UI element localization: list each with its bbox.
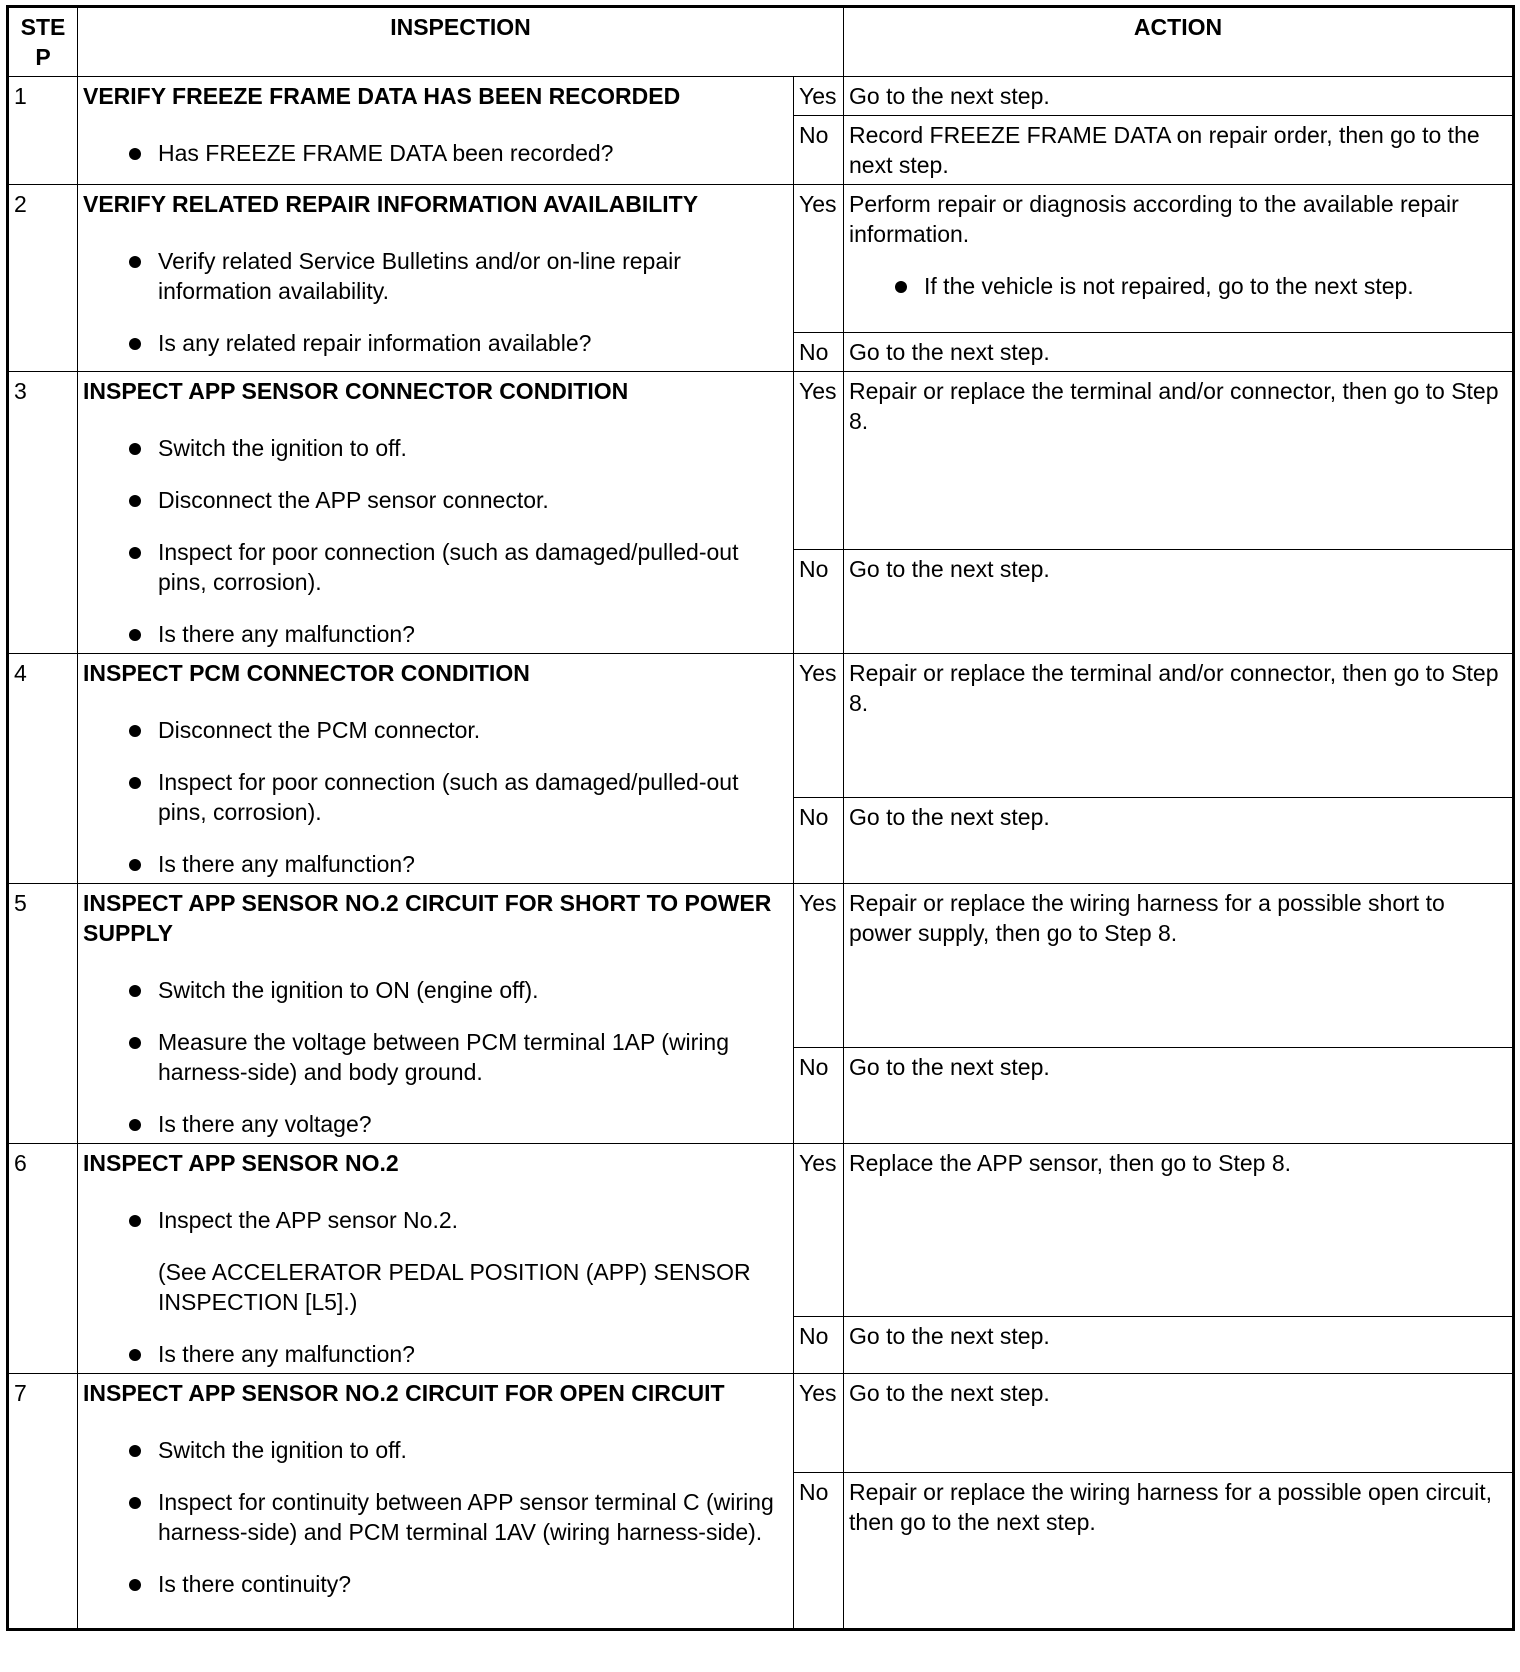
inspection-bullet: Is there any malfunction? — [83, 1339, 788, 1369]
diagnostic-table — [6, 5, 1515, 1631]
step-2-yes-row — [8, 185, 1514, 333]
step-title: INSPECT APP SENSOR CONNECTOR CONDITION — [83, 378, 629, 404]
step-inspection — [78, 654, 794, 884]
yes-label: Yes — [794, 884, 844, 1048]
inspection-bullet: Is there any voltage? — [83, 1109, 788, 1139]
yes-action: Repair or replace the terminal and/or connector, then go to Step 8. — [844, 654, 1514, 798]
step-4-yes-row — [8, 654, 1514, 798]
yes-action: Repair or replace the terminal and/or connector, then go to Step 8. — [844, 372, 1514, 550]
step-1-yes-row — [8, 77, 1514, 116]
step-inspection — [78, 884, 794, 1144]
no-action: Go to the next step. — [844, 550, 1514, 654]
yes-action-text: Perform repair or diagnosis according to the available repair information. — [849, 191, 1459, 247]
no-action: Go to the next step. — [844, 333, 1514, 372]
yes-action-bullet: If the vehicle is not repaired, go to the next step. — [849, 271, 1507, 301]
yes-label: Yes — [794, 372, 844, 550]
no-label: No — [794, 798, 844, 884]
inspection-bullet: Is any related repair information available? — [83, 328, 788, 358]
step-number: 7 — [8, 1374, 78, 1630]
step-7-yes-row — [8, 1374, 1514, 1473]
yes-action — [844, 185, 1514, 333]
no-action: Go to the next step. — [844, 798, 1514, 884]
yes-label: Yes — [794, 654, 844, 798]
step-5-yes-row — [8, 884, 1514, 1048]
yes-action: Replace the APP sensor, then go to Step 8. — [844, 1144, 1514, 1317]
step-title: VERIFY FREEZE FRAME DATA HAS BEEN RECORDED — [83, 83, 681, 109]
no-label: No — [794, 116, 844, 185]
step-number: 6 — [8, 1144, 78, 1374]
step-number: 1 — [8, 77, 78, 185]
step-title: INSPECT APP SENSOR NO.2 CIRCUIT FOR SHORT TO POWER SUPPLY — [83, 890, 772, 946]
yes-label: Yes — [794, 1144, 844, 1317]
step-number: 5 — [8, 884, 78, 1144]
yes-label: Yes — [794, 185, 844, 333]
step-title: INSPECT APP SENSOR NO.2 — [83, 1150, 399, 1176]
inspection-bullet: Is there continuity? — [83, 1569, 788, 1599]
no-label: No — [794, 550, 844, 654]
inspection-bullet: Disconnect the PCM connector. — [83, 715, 788, 745]
inspection-bullet: Is there any malfunction? — [83, 849, 788, 879]
step-3-yes-row — [8, 372, 1514, 550]
yes-label: Yes — [794, 77, 844, 116]
yes-label: Yes — [794, 1374, 844, 1473]
inspection-bullet: Switch the ignition to off. — [83, 433, 788, 463]
step-inspection — [78, 372, 794, 654]
header-inspection: INSPECTION — [78, 7, 844, 77]
step-title: INSPECT APP SENSOR NO.2 CIRCUIT FOR OPEN CIRCUIT — [83, 1380, 725, 1406]
inspection-bullet: Is there any malfunction? — [83, 619, 788, 649]
inspection-bullet: Verify related Service Bulletins and/or on-line repair information availability. — [83, 246, 788, 306]
reference-note: (See ACCELERATOR PEDAL POSITION (APP) SENSOR INSPECTION [L5].) — [158, 1259, 751, 1315]
yes-action: Repair or replace the wiring harness for a possible short to power supply, then go to Step 8. — [844, 884, 1514, 1048]
header-action: ACTION — [844, 7, 1514, 77]
inspection-bullet: Switch the ignition to ON (engine off). — [83, 975, 788, 1005]
step-inspection — [78, 1374, 794, 1630]
inspection-bullet: Inspect for poor connection (such as damaged/pulled-out pins, corrosion). — [83, 767, 788, 827]
inspection-bullet: Disconnect the APP sensor connector. — [83, 485, 788, 515]
step-inspection — [78, 185, 794, 372]
inspection-bullet: Inspect for poor connection (such as damaged/pulled-out pins, corrosion). — [83, 537, 788, 597]
step-inspection — [78, 1144, 794, 1374]
no-label: No — [794, 333, 844, 372]
inspection-bullet: Has FREEZE FRAME DATA been recorded? — [83, 138, 788, 168]
inspection-bullet: Inspect the APP sensor No.2. — [83, 1205, 788, 1235]
inspection-bullet: Inspect for continuity between APP sensor terminal C (wiring harness-side) and PCM terminal 1AV (wiring harness-side). — [83, 1487, 788, 1547]
no-label: No — [794, 1047, 844, 1143]
no-action: Record FREEZE FRAME DATA on repair order, then go to the next step. — [844, 116, 1514, 185]
no-label: No — [794, 1473, 844, 1630]
yes-action: Go to the next step. — [844, 1374, 1514, 1473]
step-number: 2 — [8, 185, 78, 372]
inspection-bullet: Switch the ignition to off. — [83, 1435, 788, 1465]
no-action: Repair or replace the wiring harness for a possible open circuit, then go to the next step. — [844, 1473, 1514, 1630]
step-number: 4 — [8, 654, 78, 884]
step-6-yes-row — [8, 1144, 1514, 1317]
yes-action: Go to the next step. — [844, 77, 1514, 116]
header-step: STEP — [8, 7, 78, 77]
header-row — [8, 7, 1514, 77]
no-action: Go to the next step. — [844, 1317, 1514, 1374]
inspection-bullet: Measure the voltage between PCM terminal 1AP (wiring harness-side) and body ground. — [83, 1027, 788, 1087]
diagnostic-procedure-page — [6, 5, 1515, 1631]
step-title: VERIFY RELATED REPAIR INFORMATION AVAILABILITY — [83, 191, 699, 217]
step-number: 3 — [8, 372, 78, 654]
step-title: INSPECT PCM CONNECTOR CONDITION — [83, 660, 530, 686]
no-label: No — [794, 1317, 844, 1374]
no-action: Go to the next step. — [844, 1047, 1514, 1143]
step-inspection — [78, 77, 794, 185]
